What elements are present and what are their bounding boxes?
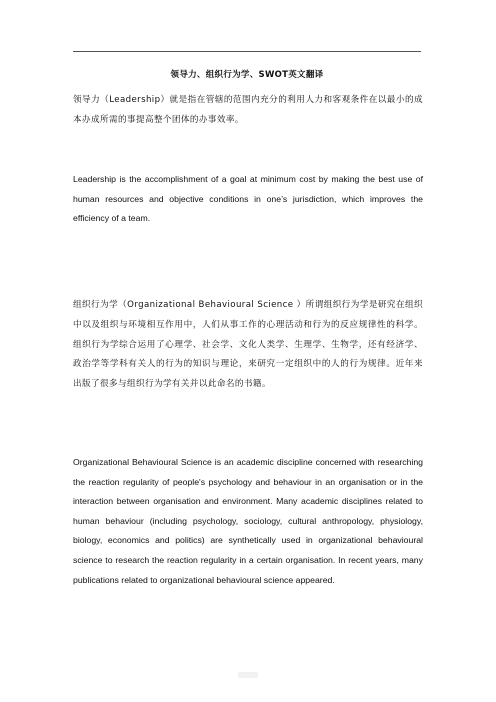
header-rule [73,51,421,52]
paragraph-ob-en: Organizational Behavioural Science is an academic discipline concerned with researching the reaction regularity of people's psychology and behaviour in an organisation or in the interaction between organisation and environment. Many academic disciplines related to human behaviour (including psychology, sociology, cultural anthropology, physiology, biology, economics and politics) are synthetically used in organizational behavioural science to research the reaction regularity in a certain organisation. In recent years, many publications related to organizational behavioural science appeared. [73,457,423,585]
page-footer-mark [238,672,258,678]
document-title: 领导力、组织行为学、SWOT英文翻译 [170,70,324,80]
paragraph-leadership-zh: 领导力（Leadership）就是指在管辖的范围内充分的利用人力和客观条件在以最小的成本办成所需的事提高整个团体的办事效率。 [73,95,423,125]
paragraph-leadership-en: Leadership is the accomplishment of a goal at minimum cost by making the best use of human resources and objective conditions in one’s jurisdiction, which improves the efficiency of a team. [73,174,423,224]
paragraph-ob-zh: 组织行为学（Organizational Behavioural Science ）所谓组织行为学是研究在组织中以及组织与环境相互作用中，人们从事工作的心理活动和行为的反应规律性的科学。组织行为学综合运用了心理学、社会学、文化人类学、生理学、生物学，还有经济学、政治学等学科有关人的行为的知识与理论，来研究一定组织中的人的行为规律。近年来出版了很多与组织行为学有关并以此命名的书籍。 [73,300,423,390]
